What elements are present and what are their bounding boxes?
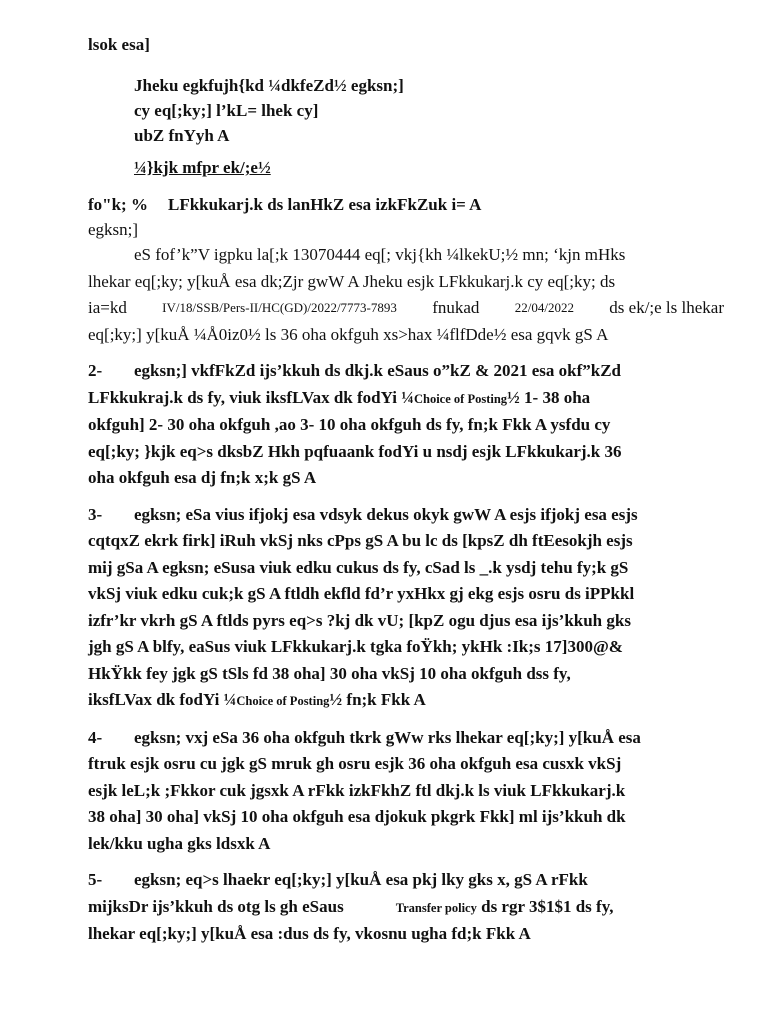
ref-date: 22/04/2022 (514, 300, 574, 315)
paragraph-number: 5- (88, 870, 103, 889)
paragraph-line (88, 687, 724, 715)
paragraph-line: cqtqxZ ekrk firk] iRuh vkSj nks cPps gS A bu lc ds [kpsZ dh ftEesokjh esjs (88, 531, 633, 550)
paragraph-2 (88, 358, 724, 492)
ref-prefix: ia=kd (88, 298, 127, 317)
ref-mid: fnukad (432, 298, 480, 317)
address-line-1: Jheku egkfujh{kd ¼dkfeZd½ egksn;] (134, 76, 404, 95)
choice-of-posting: Choice of Posting (236, 694, 330, 708)
paragraph-line: okfguh] 2- 30 oha okfguh ,ao 3- 10 oha okfguh ds fy, fn;k Fkk A ysfdu cy (88, 415, 611, 434)
paragraph-text: ½ 1- 38 oha (507, 387, 591, 407)
paragraph-line: oha okfguh esa dj fn;k x;k gS A (88, 468, 317, 487)
ref-number: IV/18/SSB/Pers-II/HC(GD)/2022/7773-7893 (162, 300, 397, 315)
paragraph-3 (88, 502, 724, 715)
paragraph-line: izfr’kr vkrh gS A ftlds pyrs eq>s ?kj dk vU; [kpZ ogu djus esa ijs’kkuh gks (88, 610, 631, 630)
subject-row (88, 192, 724, 217)
paragraph-line: esjk leL;k ;Fkkor cuk jgsxk A rFkk izkFkhZ ftl dkj.k ls viuk LFkkukarj.k (88, 780, 626, 800)
salutation: egksn;] (88, 220, 139, 239)
paragraph-line: eS fof’k”V igpku la[;k 13070444 eq[; vkj{kh ¼lkekU;½ mn; ‘kjn mHks (134, 245, 626, 264)
paragraph-line: lek/kku ugha gks ldsxk A (88, 833, 271, 853)
paragraph-text: egksn; eq>s lhaekr eq[;ky;] y[kuÅ esa pkj lky gks x, gS A rFkk (134, 870, 588, 889)
paragraph-line (88, 725, 724, 752)
paragraph-1 (88, 242, 724, 348)
through-proper-channel: ¼}kjk mfpr ek/;e½ (134, 158, 271, 177)
paragraph-line: vkSj viuk edku cuk;k gS A ftldh ekfld fd’r yxHkx gj ekg esjs osru ds iPPkkl (88, 584, 635, 603)
paragraph-5 (88, 867, 724, 948)
paragraph-text: iksfLVax dk fodYi ¼ (88, 690, 237, 709)
paragraph-line: eq[;ky;] y[kuÅ ¼Å0iz0½ ls 36 oha okfguh xs>hax ¼flfDde½ esa gqvk gS A (88, 324, 609, 344)
paragraph-text: ½ fn;k Fkk A (329, 690, 426, 709)
paragraph-text: egksn;] vkfFkZd ijs’kkuh ds dkj.k eSaus o”kZ & 2021 esa okf”kZd (134, 361, 622, 380)
paragraph-line (88, 358, 724, 385)
paragraph-line: jgh gS A blfy, eaSus viuk LFkkukarj.k tgka foŸkh; ykHk :Ik;s 17]300@& (88, 637, 623, 656)
paragraph-number: 2- (88, 361, 103, 380)
subject-text: LFkkukarj.k ds lanHkZ esa izkFkZuk i= A (168, 195, 482, 214)
paragraph-text: mijksDr ijs’kkuh ds otg ls gh eSaus (88, 896, 344, 916)
ref-suffix: ds ek/;e ls lhekar (609, 298, 724, 317)
paragraph-number: 4- (88, 727, 103, 747)
recipient-line: lsok esa] (88, 35, 150, 54)
paragraph-text: egksn; vxj eSa 36 oha okfguh tkrk gWw rks lhekar eq[;ky;] y[kuÅ esa (134, 727, 641, 747)
paragraph-line: 38 oha] 30 oha] vkSj 10 oha okfguh esa djokuk pkgrk Fkk] ml ijs’kkuh dk (88, 807, 626, 826)
paragraph-line (88, 385, 724, 413)
address-line-3: ubZ fnYyh A (134, 126, 230, 145)
address-block (88, 73, 724, 180)
paragraph-line: eq[;ky; }kjk eq>s dksbZ Hkh pqfuaank fodYi u nsdj esjk LFkkukarj.k 36 (88, 441, 622, 461)
paragraph-line (88, 894, 724, 922)
paragraph-line (88, 295, 724, 322)
paragraph-number: 3- (88, 504, 103, 524)
paragraph-text: ds rgr 3$1$1 ds fy, (481, 896, 614, 916)
choice-of-posting: Choice of Posting (413, 391, 508, 406)
subject-label: fo"k; % (88, 195, 148, 214)
paragraph-line (88, 867, 724, 894)
paragraph-line (88, 502, 724, 529)
paragraph-line: mij gSa A egksn; eSusa viuk edku cukus ds fy, cSad ls _.k ysdj tehu fy;k gS (88, 557, 629, 577)
paragraph-line: HkŸkk fey jgk gS tSls fd 38 oha] 30 oha vkSj 10 oha okfguh dss fy, (88, 663, 571, 683)
paragraph-4 (88, 725, 724, 858)
transfer-policy: Transfer policy (395, 900, 477, 915)
address-line-2: cy eq[;ky;] l’kL= lhek cy] (134, 101, 319, 120)
paragraph-line: lhekar eq[;ky;] y[kuÅ esa :dus ds fy, vkosnu ugha fd;k Fkk A (88, 924, 531, 943)
paragraph-line: ftruk esjk osru cu jgk gS mruk gh osru esjk 36 oha okfguh esa cusxk vkSj (88, 754, 622, 773)
paragraph-line: lhekar eq[;ky; y[kuÅ esa dk;Zjr gwW A Jheku esjk LFkkukarj.k cy eq[;ky; ds (88, 271, 616, 291)
letter-page (88, 32, 724, 948)
paragraph-text: egksn; eSa vius ifjokj esa vdsyk dekus okyk gwW A esjs ifjokj esa esjs (134, 504, 638, 524)
paragraph-text: LFkkukraj.k ds fy, viuk iksfLVax dk fodYi ¼ (88, 387, 414, 407)
